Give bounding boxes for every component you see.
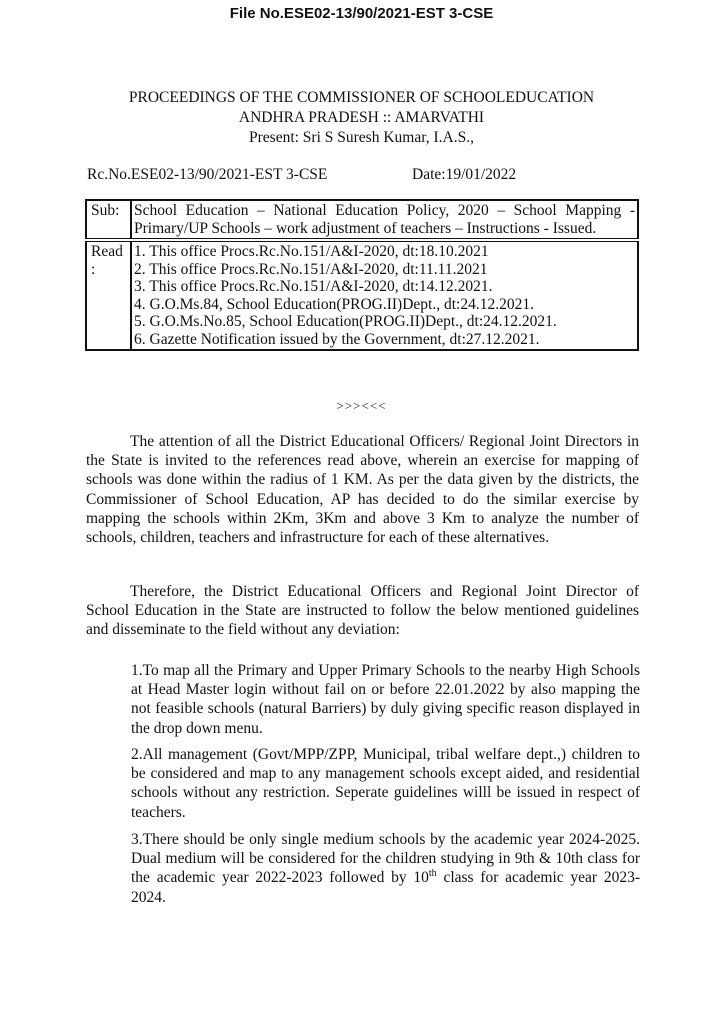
proceedings-heading xyxy=(0,88,723,148)
paragraph-attention-text: The attention of all the District Educational Officers/ Regional Joint Directors in the State is invited to the references read above, wherein an exercise for mapping of schools was done within the radius of 1 KM. As per the data given by the districts, the Commissioner of School Education, AP has decided to do the similar exercise by mapping the schools within 2Km, 3Km and above 3 Km to analyze the number of schools, children, teachers and infrastructure for each of these alternatives. xyxy=(86,433,639,547)
subject-table xyxy=(85,199,639,351)
rc-number: Rc.No.ESE02-13/90/2021-EST 3-CSE xyxy=(87,166,328,183)
guideline-item-3 xyxy=(131,830,640,907)
subject-label: Sub: xyxy=(86,200,131,240)
heading-present: Present: Sri S Suresh Kumar, I.A.S., xyxy=(249,129,474,146)
subject-row xyxy=(86,200,638,240)
paragraph-attention xyxy=(86,432,639,547)
read-label: Read : xyxy=(86,240,131,350)
read-references xyxy=(131,240,638,350)
reference-item: 2. This office Procs.Rc.No.151/A&I-2020, dt:11.11.2021 xyxy=(134,260,488,278)
document-date: Date:19/01/2022 xyxy=(412,166,517,183)
reference-item: 5. G.O.Ms.No.85, School Education(PROG.II)Dept., dt:24.12.2021. xyxy=(134,313,557,330)
reference-item: 6. Gazette Notification issued by the Government, dt:27.12.2021. xyxy=(134,330,540,348)
paragraph-instructions-text: Therefore, the District Educational Officers and Regional Joint Director of School Education in the State are instructed to follow the below mentioned guidelines and disseminate to the field without any deviation: xyxy=(86,583,639,639)
read-row xyxy=(86,240,638,350)
reference-item: 3. This office Procs.Rc.No.151/A&I-2020, dt:14.12.2021. xyxy=(134,278,493,295)
heading-location: ANDHRA PRADESH :: AMARVATHI xyxy=(238,109,485,126)
file-number: File No.ESE02-13/90/2021-EST 3-CSE xyxy=(229,5,494,22)
guideline-item-2: 2.All management (Govt/MPP/ZPP, Municipal, tribal welfare dept.,) children to be considered and map to any management schools except aided, and residential schools without any restriction. Seperate guidelines willl be issued in respect of teachers. xyxy=(131,746,640,821)
section-separator: >>><<< xyxy=(336,398,387,413)
reference-item: 4. G.O.Ms.84, School Education(PROG.II)Dept., dt:24.12.2021. xyxy=(134,295,534,313)
ordinal-superscript: th xyxy=(428,868,437,880)
subject-text: School Education – National Education Policy, 2020 – School Mapping - Primary/UP Schools – work adjustment of teachers – Instructions - Issued. xyxy=(131,200,638,240)
guideline-3-text-end: class for academic year 2023-2024. xyxy=(131,869,640,906)
reference-item: 1. This office Procs.Rc.No.151/A&I-2020, dt:18.10.2021 xyxy=(134,243,489,260)
guideline-item-1: 1.To map all the Primary and Upper Primary Schools to the nearby High Schools at Head Master login without fail on or before 22.01.2022 by also mapping the not feasible schools (natural Barriers) by duly giving specific reason displayed in the drop down menu. xyxy=(131,662,640,737)
heading-title: PROCEEDINGS OF THE COMMISSIONER OF SCHOOLEDUCATION xyxy=(128,89,595,106)
paragraph-instructions xyxy=(86,582,639,640)
guideline-3-text: 3.There should be only single medium schools by the academic year 2024-2025. Dual medium will be considered for the children studying in 9th & 10th class for the academic year 2022-2023 followed by 10 xyxy=(131,831,640,887)
